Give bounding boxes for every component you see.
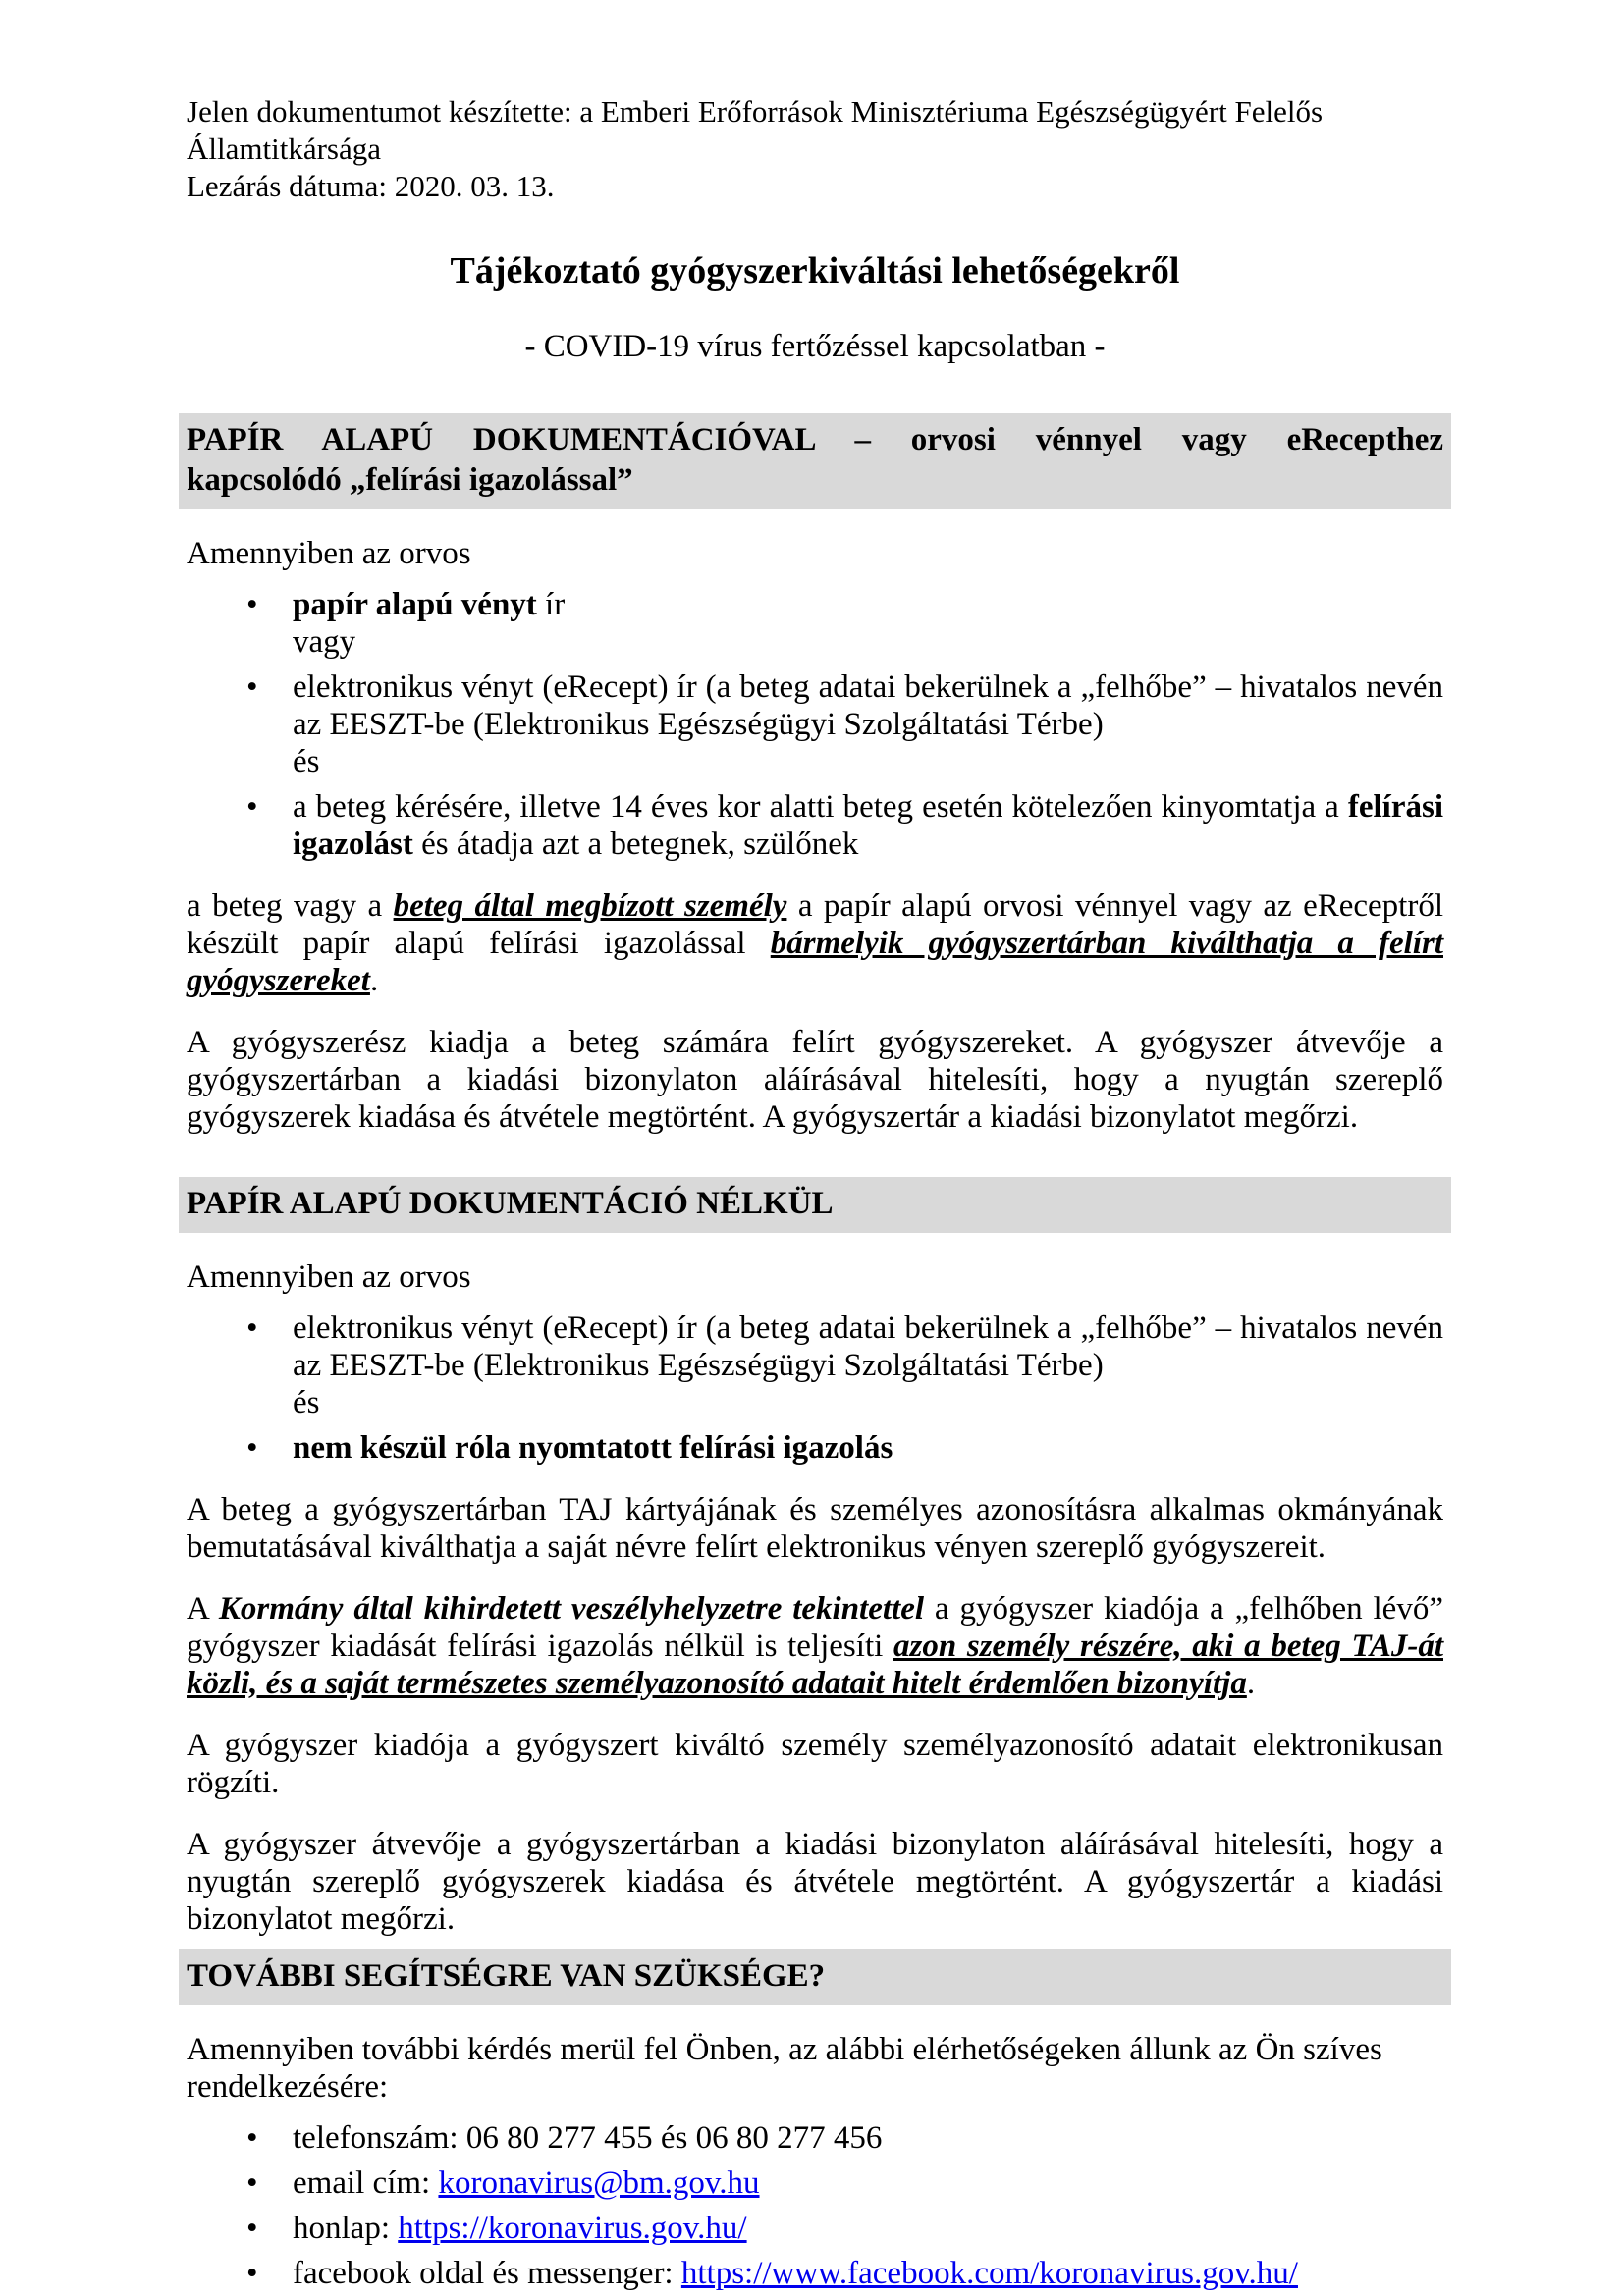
bullet-paper-prescription-bold: papír alapú vényt — [293, 587, 537, 622]
p2-run-4: . — [1246, 1666, 1256, 1701]
p1-emphasis-any-pharmacy: bármelyik gyógyszertárban kiválthatja a felírt gyógyszereket — [187, 926, 1443, 998]
bullet-electronic-prescription-2-text: elektronikus vényt (eRecept) ír (a beteg adatai bekerülnek a „felhőbe” – hivatalos nevén az EESZT-be (Elektronikus Egészségügyi Szolgáltatási Térbe) — [293, 1310, 1443, 1383]
section-heading-paper-based-line1: PAPÍR ALAPÚ DOKUMENTÁCIÓVAL – orvosi vénnyel vagy eRecepthez — [187, 422, 1443, 457]
section-heading-no-paper: PAPÍR ALAPÚ DOKUMENTÁCIÓ NÉLKÜL — [179, 1177, 1451, 1233]
p1-emphasis-authorized-person: beteg által megbízott személy — [393, 888, 787, 924]
contact-email — [187, 2164, 1443, 2202]
bullet-no-printed-certificate — [187, 1429, 1443, 1467]
page-header-credit: Jelen dokumentumot készítette: a Emberi Erőforrások Minisztériuma Egészségügyért Felelős Államtitkársága — [187, 94, 1324, 166]
bullet-printed-certificate-r2: és átadja azt a betegnek, szülőnek — [412, 827, 859, 862]
bullet-no-printed-certificate-bold: nem készül róla nyomtatott felírási igazolás — [293, 1430, 893, 1466]
p1-run-2: a papír alapú orvosi vénnyel vagy az eReceptről készült papír alapú felírási igazolással — [187, 888, 1443, 961]
contact-phone — [187, 2119, 1443, 2157]
page-header-date: Lezárás dátuma: 2020. 03. 13. — [187, 169, 555, 203]
contact-website-label: honlap: — [293, 2211, 399, 2246]
section2-intro: Amennyiben az orvos — [187, 1259, 471, 1295]
connector-es-2: és — [293, 1385, 320, 1420]
bullet-electronic-prescription-2 — [187, 1309, 1443, 1421]
connector-vagy: vagy — [293, 624, 356, 660]
section1-paragraph-pharmacist: A gyógyszerész kiadja a beteg számára felírt gyógyszereket. A gyógyszer átvevője a gyógyszertárban a kiadási bizonylaton aláírásával hitelesíti, hogy a nyugtán szereplő gyógyszerek kiadása és átvétele megtörtént. A gyógyszertár a kiadási bizonylatot megőrzi. — [187, 1025, 1443, 1135]
bullet-paper-prescription-rest: ír — [536, 587, 566, 622]
document-subtitle: - COVID-19 vírus fertőzéssel kapcsolatban - — [524, 329, 1106, 364]
bullet-electronic-prescription-text: elektronikus vényt (eRecept) ír (a beteg adatai bekerülnek a „felhőbe” – hivatalos nevén az EESZT-be (Elektronikus Egészségügyi Szolgáltatási Térbe) — [293, 669, 1443, 742]
bullet-electronic-prescription — [187, 668, 1443, 780]
section2-paragraph-emergency — [187, 1590, 1443, 1702]
email-link[interactable]: koronavirus@bm.gov.hu — [438, 2165, 760, 2201]
contact-facebook — [187, 2255, 1443, 2292]
facebook-link[interactable]: https://www.facebook.com/koronavirus.gov.hu/ — [680, 2256, 1298, 2291]
bullet-printed-certificate-r0: a beteg kérésére, illetve 14 éves kor alatti beteg esetén kötelezően kinyomtatja a — [293, 789, 1348, 825]
contact-website — [187, 2210, 1443, 2247]
contact-list — [187, 2119, 1443, 2292]
contact-phone-text: telefonszám: 06 80 277 455 és 06 80 277 456 — [293, 2120, 883, 2156]
section2-bullet-list — [187, 1309, 1443, 1467]
section2-paragraph-receipt: A gyógyszer átvevője a gyógyszertárban a kiadási bizonylaton aláírásával hitelesíti, hogy a nyugtán szereplő gyógyszerek kiadása és átvétele megtörtént. A gyógyszertár a kiadási bizonylatot megőrzi. — [187, 1827, 1443, 1937]
bullet-printed-certificate — [187, 788, 1443, 863]
bullet-paper-prescription — [187, 586, 1443, 661]
p2-emphasis-taj-person: azon személy részére, aki a beteg TAJ-át közli, és a saját természetes személyazonosító adatait hitelt érdemlően bizonyítja — [187, 1629, 1443, 1701]
section1-intro: Amennyiben az orvos — [187, 536, 471, 571]
p2-emphasis-government: Kormány által kihirdetett veszélyhelyzetre tekintettel — [218, 1591, 925, 1627]
section-heading-paper-based-line2: kapcsolódó „felírási igazolással” — [187, 462, 633, 498]
p2-run-0: A — [187, 1591, 219, 1627]
document-title: Tájékoztató gyógyszerkiváltási lehetőségekről — [450, 250, 1180, 292]
contact-email-label: email cím: — [293, 2165, 439, 2201]
section1-paragraph-authorized-person — [187, 887, 1443, 999]
section1-bullet-list — [187, 586, 1443, 863]
section-heading-paper-based — [179, 413, 1451, 509]
website-link[interactable]: https://koronavirus.gov.hu/ — [398, 2211, 747, 2246]
p1-run-4: . — [369, 963, 379, 998]
contact-facebook-label: facebook oldal és messenger: — [293, 2256, 681, 2291]
section2-paragraph-taj-card: A beteg a gyógyszertárban TAJ kártyájának és személyes azonosításra alkalmas okmányának bemutatásával kiválthatja a saját névre felírt elektronikus vényen szereplő gyógyszereit. — [187, 1492, 1443, 1565]
p1-run-0: a beteg vagy a — [187, 888, 394, 924]
bullet-printed-certificate-bold: felírási igazolást — [293, 789, 1443, 862]
connector-es: és — [293, 744, 320, 779]
section3-intro: Amennyiben további kérdés merül fel Önben, az alábbi elérhetőségeken állunk az Ön szíves rendelkezésére: — [187, 2032, 1382, 2105]
section2-paragraph-records: A gyógyszer kiadója a gyógyszert kiváltó személy személyazonosító adatait elektronikusan rögzíti. — [187, 1728, 1443, 1800]
p2-run-2: a gyógyszer kiadója a „felhőben lévő” gyógyszer kiadását felírási igazolás nélkül is teljesíti — [187, 1591, 1443, 1664]
section-heading-help: TOVÁBBI SEGÍTSÉGRE VAN SZÜKSÉGE? — [179, 1949, 1451, 2005]
